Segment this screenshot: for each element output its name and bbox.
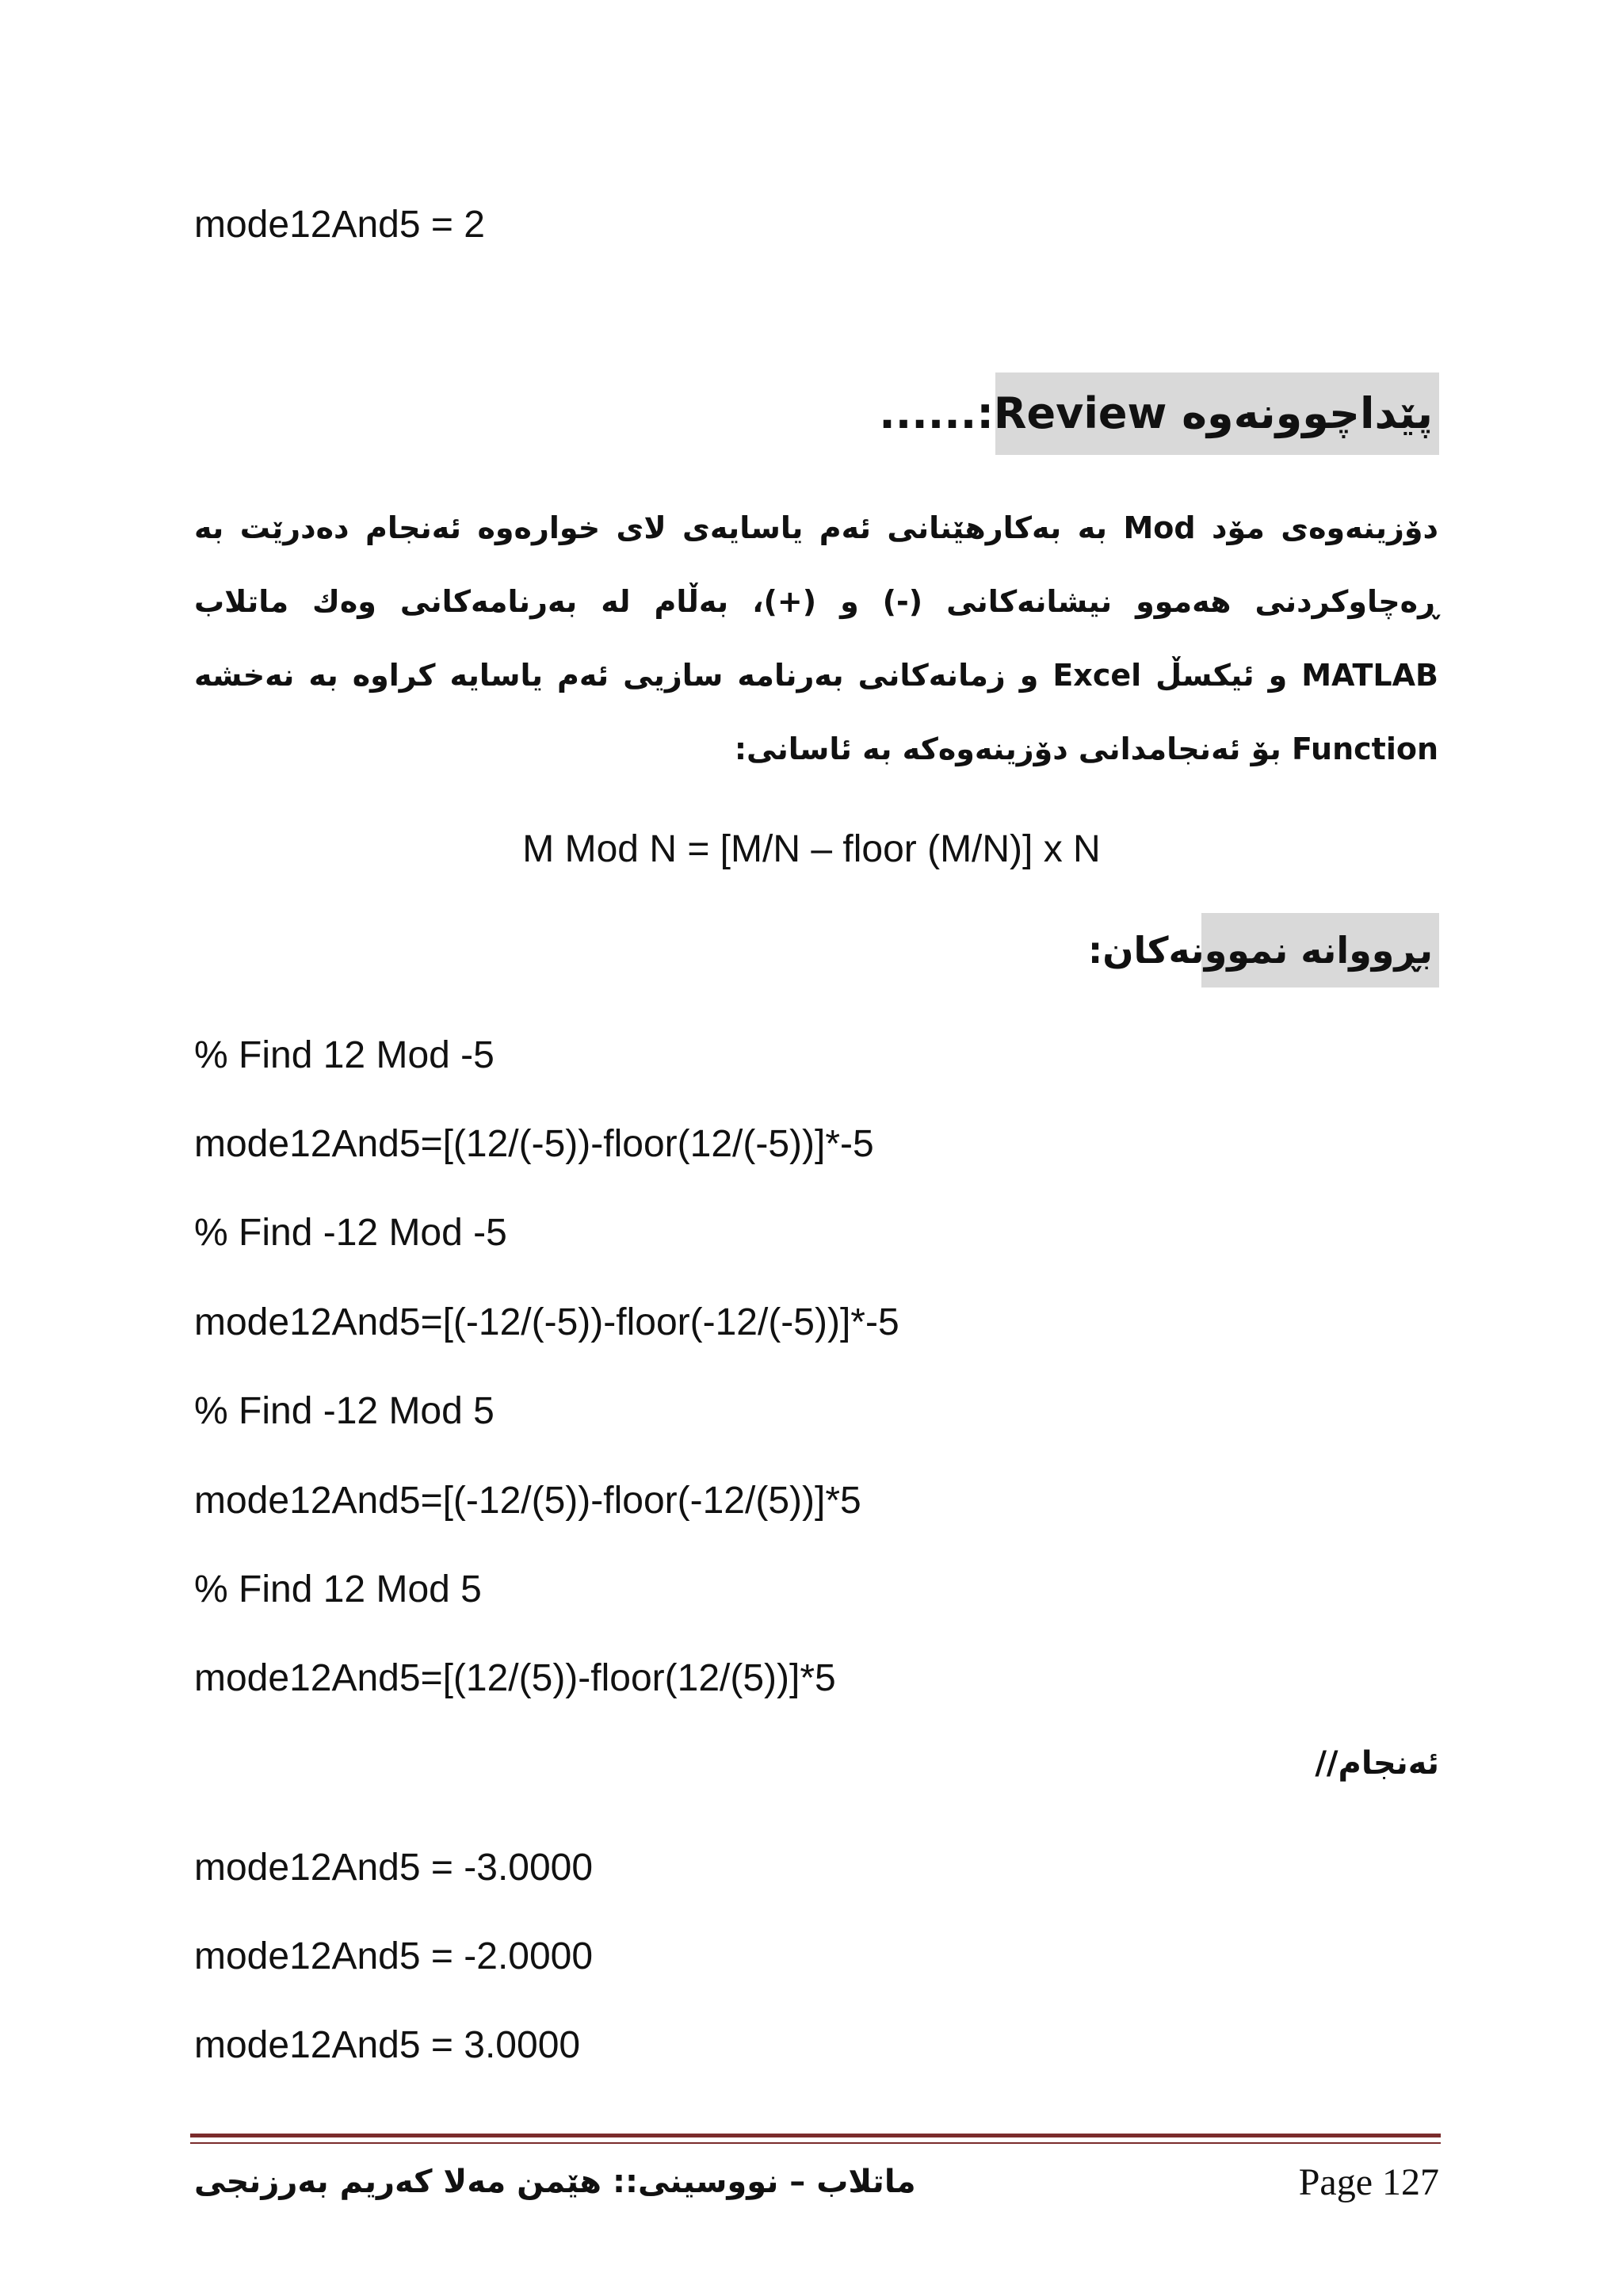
result-line: mode12And5 = 3.0000: [194, 2024, 581, 2066]
footer-author: ماتلاب – نووسینی:: هێمن مەلا کەریم بەرزنجی: [194, 2164, 916, 2200]
examples-heading: بڕووانە نموونەکان:: [1201, 913, 1439, 988]
footer-rule-thin: [190, 2142, 1441, 2144]
code-line: % Find 12 Mod -5: [194, 1034, 495, 1076]
result-line: mode12And5 = -2.0000: [194, 1935, 594, 1977]
code-line: mode12And5=[(12/(-5))-floor(12/(-5))]*-5: [194, 1123, 874, 1165]
review-paragraph: دۆزینەوەی مۆد Mod به بەکارهێنانی ئەم یاسایەی لای خوارەوە ئەنجام دەدرێت به ڕەچاوکردنی هەموو نیشانەکانی (-) و (+)، بەڵام له بەرنامەکانی وەك ماتلاب MATLAB و ئیکسڵ Excel و زمانەکانی بەرنامە سازیی ئەم یاسایە کراوە به نەخشە Function بۆ ئەنجامدانی دۆزینەوەکە به ئاسانی:: [194, 510, 1438, 766]
review-heading: پێداچوونەوە Review:......: [995, 372, 1439, 455]
code-line: % Find -12 Mod 5: [194, 1390, 495, 1432]
result-line: mode12And5 = -3.0000: [194, 1847, 594, 1889]
code-line: % Find 12 Mod 5: [194, 1568, 482, 1610]
page-number: Page 127: [1298, 2161, 1439, 2203]
code-line: mode12And5=[(-12/(5))-floor(-12/(5))]*5: [194, 1480, 861, 1522]
code-line: mode12And5=[(-12/(-5))-floor(-12/(-5))]*-5: [194, 1301, 899, 1343]
footer-rule-thick: [190, 2134, 1441, 2137]
code-line: % Find -12 Mod -5: [194, 1212, 507, 1254]
top-result-line: mode12And5 = 2: [194, 204, 485, 246]
code-line: mode12And5=[(12/(5))-floor(12/(5))]*5: [194, 1657, 836, 1699]
mod-formula: M Mod N = [M/N – floor (M/N)] x N: [522, 828, 1101, 870]
result-label: ئەنجام//: [1315, 1745, 1439, 1782]
